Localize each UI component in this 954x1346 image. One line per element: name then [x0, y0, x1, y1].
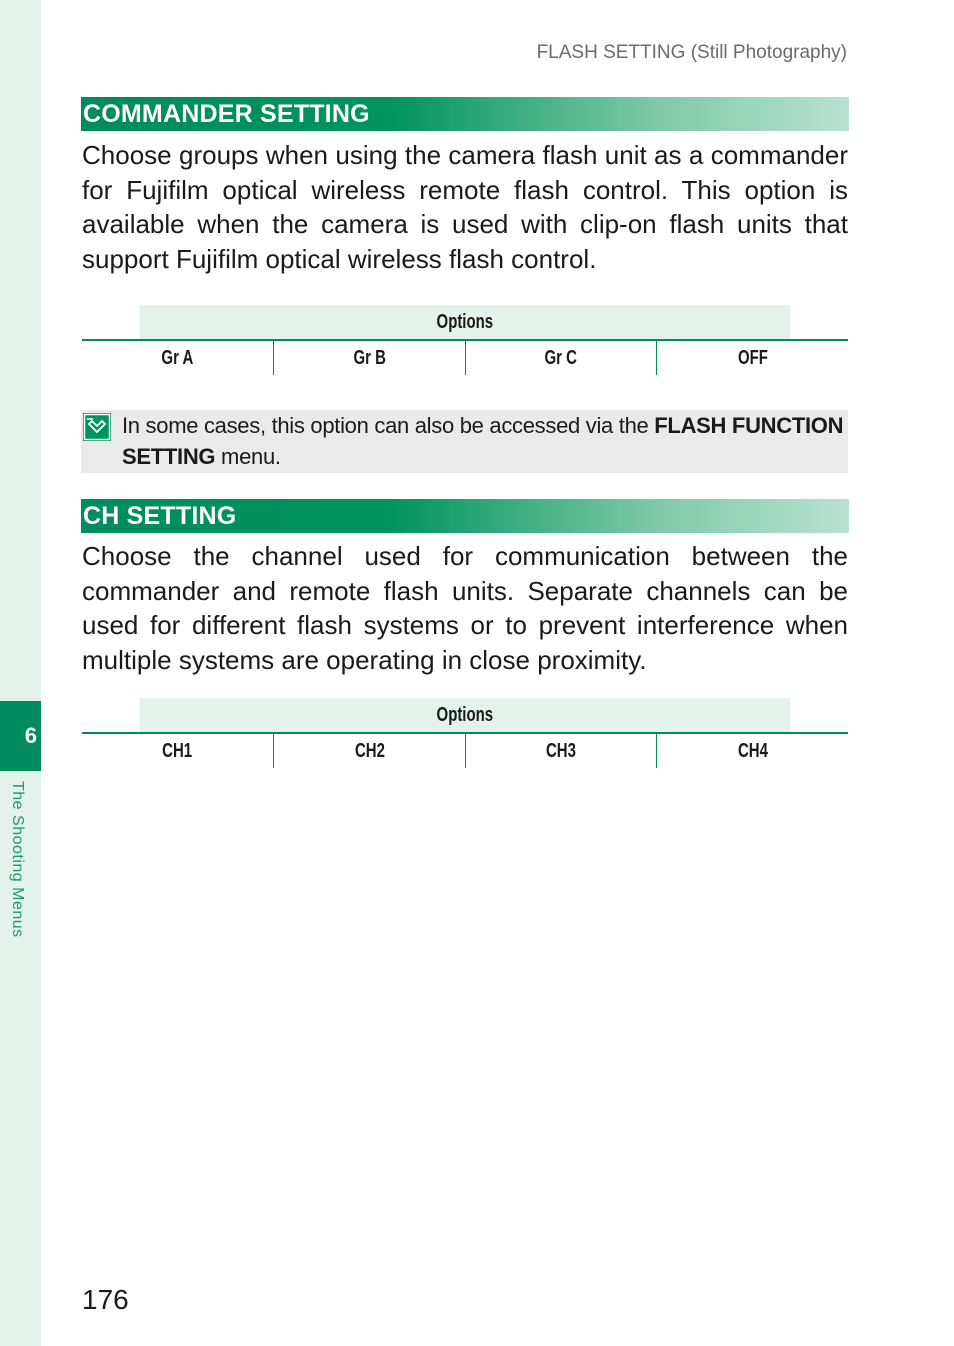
options-table-commander: [82, 305, 848, 375]
option-cell: Gr C: [479, 340, 642, 375]
option-cell: OFF: [671, 340, 834, 375]
page-number: 176: [82, 1284, 129, 1315]
option-cell: CH2: [288, 733, 451, 768]
options-header: Options: [139, 698, 790, 733]
options-header: Options: [139, 305, 790, 340]
section-body-commander-setting: Choose groups when using the camera flash unit as a commander for Fujifilm optical wireless remote flash control. This option is available when the camera is used with clip-on flash units that support Fujifilm optical wireless flash control.: [82, 140, 848, 274]
chapter-tab: [0, 701, 41, 771]
options-table-channel: [82, 698, 848, 768]
option-cell: CH1: [162, 739, 193, 762]
note-text: In some cases, this option can also be accessed via the FLASH FUNCTION SETTING menu.: [122, 413, 844, 469]
side-strip: [0, 0, 41, 1346]
chapter-label: The Shooting Menus: [9, 781, 26, 938]
section-heading-ch-setting: CH SETTING: [81, 499, 849, 533]
note-pencil-icon: [83, 413, 111, 441]
option-cell: CH3: [479, 733, 642, 768]
note-menu-name: FLASH FUNCTION SETTING: [122, 413, 844, 469]
option-cell: CH4: [671, 733, 834, 768]
chapter-number: 6: [24, 723, 37, 748]
section-body-ch-setting: Choose the channel used for communication between the commander and remote flash units. Separate channels can be used for different flash systems or to prevent interference when multiple systems are operating in close proximity.: [82, 541, 848, 675]
running-head: FLASH SETTING (Still Photography): [536, 42, 847, 63]
option-cell: Gr A: [161, 346, 194, 369]
section-heading-commander-setting: COMMANDER SETTING: [81, 97, 849, 131]
option-cell: Gr B: [288, 340, 451, 375]
note-box: [81, 410, 848, 473]
